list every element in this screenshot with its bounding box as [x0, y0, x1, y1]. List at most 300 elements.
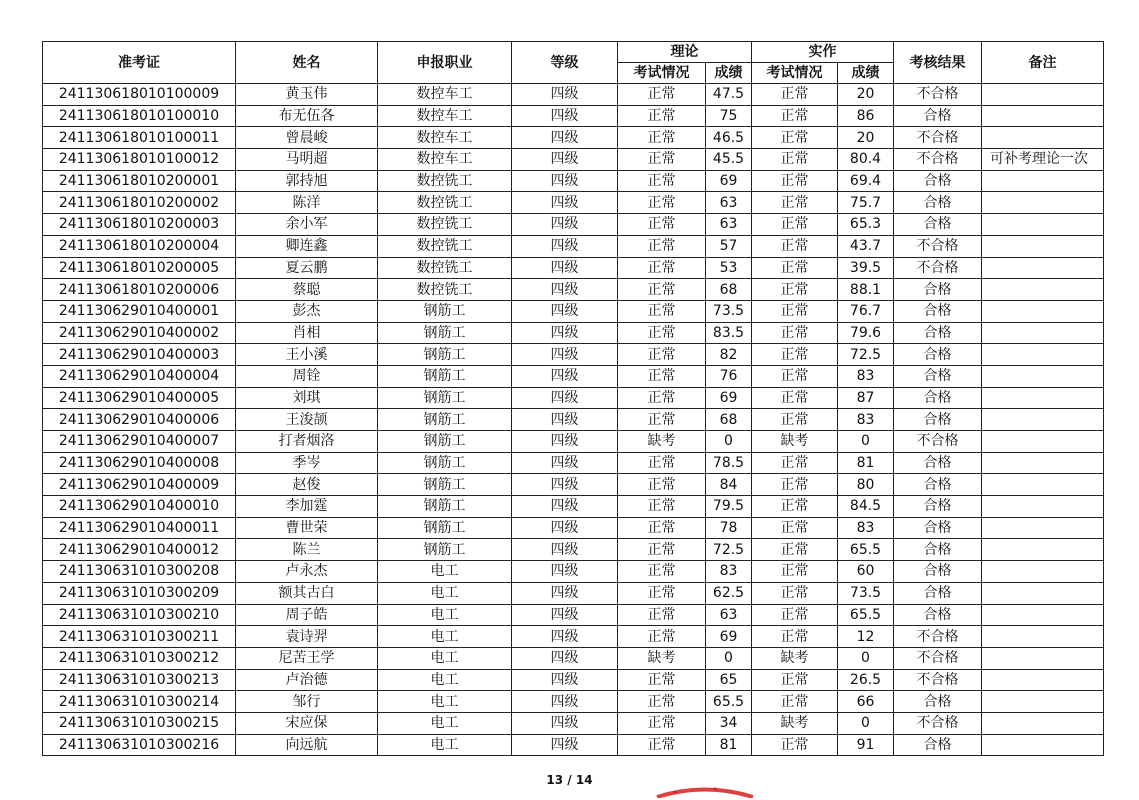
cell-job: 数控车工 [378, 84, 512, 106]
cell-level: 四级 [512, 279, 618, 301]
cell-theory-score: 83.5 [706, 322, 752, 344]
cell-id: 241130618010100010 [43, 105, 236, 127]
cell-id: 241130631010300208 [43, 561, 236, 583]
cell-remark [982, 626, 1104, 648]
cell-job: 电工 [378, 691, 512, 713]
cell-id: 241130631010300214 [43, 691, 236, 713]
cell-theory-score: 57 [706, 235, 752, 257]
cell-practice-score: 69.4 [838, 170, 894, 192]
table-row [43, 647, 1104, 669]
cell-level: 四级 [512, 582, 618, 604]
cell-theory-score: 0 [706, 431, 752, 453]
cell-job: 电工 [378, 561, 512, 583]
header-practice: 实作 [752, 42, 894, 63]
cell-practice-score: 91 [838, 734, 894, 756]
cell-name: 陈洋 [236, 192, 378, 214]
cell-job: 钢筋工 [378, 344, 512, 366]
cell-name: 马明超 [236, 149, 378, 171]
cell-practice-score: 60 [838, 561, 894, 583]
cell-result: 不合格 [894, 149, 982, 171]
cell-practice-status: 缺考 [752, 712, 838, 734]
cell-remark [982, 170, 1104, 192]
cell-name: 王浚颉 [236, 409, 378, 431]
results-table [42, 41, 1104, 756]
header-practice-score: 成绩 [838, 63, 894, 84]
cell-id: 241130618010200005 [43, 257, 236, 279]
cell-id: 241130618010200002 [43, 192, 236, 214]
cell-practice-score: 72.5 [838, 344, 894, 366]
cell-theory-status: 正常 [618, 539, 706, 561]
cell-practice-status: 正常 [752, 669, 838, 691]
cell-result: 合格 [894, 322, 982, 344]
cell-theory-score: 45.5 [706, 149, 752, 171]
cell-name: 郭持旭 [236, 170, 378, 192]
cell-practice-status: 正常 [752, 517, 838, 539]
cell-practice-status: 缺考 [752, 647, 838, 669]
cell-theory-status: 正常 [618, 409, 706, 431]
cell-result: 合格 [894, 691, 982, 713]
table-header [43, 42, 1104, 84]
cell-practice-status: 正常 [752, 84, 838, 106]
cell-practice-score: 87 [838, 387, 894, 409]
cell-practice-score: 80 [838, 474, 894, 496]
cell-remark [982, 322, 1104, 344]
cell-result: 合格 [894, 582, 982, 604]
cell-result: 合格 [894, 214, 982, 236]
cell-name: 邹行 [236, 691, 378, 713]
cell-theory-score: 47.5 [706, 84, 752, 106]
table-body [43, 84, 1104, 756]
cell-name: 曹世荣 [236, 517, 378, 539]
cell-name: 布无伍各 [236, 105, 378, 127]
cell-name: 卢永杰 [236, 561, 378, 583]
cell-theory-score: 78 [706, 517, 752, 539]
cell-level: 四级 [512, 626, 618, 648]
cell-remark [982, 105, 1104, 127]
cell-practice-score: 0 [838, 712, 894, 734]
cell-result: 合格 [894, 170, 982, 192]
cell-id: 241130631010300213 [43, 669, 236, 691]
cell-name: 额其古白 [236, 582, 378, 604]
cell-theory-score: 65 [706, 669, 752, 691]
table-row [43, 300, 1104, 322]
cell-level: 四级 [512, 431, 618, 453]
cell-id: 241130629010400010 [43, 496, 236, 518]
cell-theory-score: 69 [706, 170, 752, 192]
cell-theory-status: 正常 [618, 127, 706, 149]
cell-level: 四级 [512, 170, 618, 192]
cell-level: 四级 [512, 365, 618, 387]
cell-practice-score: 80.4 [838, 149, 894, 171]
cell-name: 周子皓 [236, 604, 378, 626]
cell-result: 不合格 [894, 712, 982, 734]
cell-level: 四级 [512, 84, 618, 106]
cell-job: 电工 [378, 712, 512, 734]
cell-result: 不合格 [894, 257, 982, 279]
cell-practice-status: 正常 [752, 365, 838, 387]
table-row [43, 604, 1104, 626]
cell-remark [982, 387, 1104, 409]
cell-job: 电工 [378, 626, 512, 648]
cell-theory-status: 正常 [618, 214, 706, 236]
cell-id: 241130618010200003 [43, 214, 236, 236]
cell-practice-score: 65.5 [838, 539, 894, 561]
cell-job: 钢筋工 [378, 517, 512, 539]
table-row [43, 105, 1104, 127]
cell-practice-score: 88.1 [838, 279, 894, 301]
cell-theory-status: 正常 [618, 365, 706, 387]
cell-job: 数控铣工 [378, 279, 512, 301]
cell-theory-score: 79.5 [706, 496, 752, 518]
cell-remark [982, 409, 1104, 431]
header-name: 姓名 [236, 42, 378, 84]
cell-id: 241130629010400005 [43, 387, 236, 409]
cell-job: 钢筋工 [378, 539, 512, 561]
cell-remark [982, 517, 1104, 539]
cell-theory-status: 正常 [618, 387, 706, 409]
cell-name: 刘琪 [236, 387, 378, 409]
cell-remark [982, 257, 1104, 279]
cell-result: 合格 [894, 452, 982, 474]
cell-name: 肖相 [236, 322, 378, 344]
cell-level: 四级 [512, 387, 618, 409]
cell-id: 241130631010300216 [43, 734, 236, 756]
cell-theory-status: 正常 [618, 149, 706, 171]
cell-practice-score: 73.5 [838, 582, 894, 604]
cell-practice-status: 正常 [752, 604, 838, 626]
cell-name: 彭杰 [236, 300, 378, 322]
cell-practice-status: 正常 [752, 149, 838, 171]
cell-remark [982, 474, 1104, 496]
cell-id: 241130629010400002 [43, 322, 236, 344]
cell-theory-status: 正常 [618, 279, 706, 301]
cell-job: 数控车工 [378, 127, 512, 149]
cell-job: 数控车工 [378, 105, 512, 127]
header-remark: 备注 [982, 42, 1104, 84]
cell-theory-status: 正常 [618, 669, 706, 691]
cell-result: 合格 [894, 561, 982, 583]
cell-practice-score: 81 [838, 452, 894, 474]
cell-remark [982, 84, 1104, 106]
cell-theory-score: 82 [706, 344, 752, 366]
cell-name: 季岑 [236, 452, 378, 474]
cell-theory-score: 76 [706, 365, 752, 387]
cell-result: 合格 [894, 300, 982, 322]
cell-practice-score: 79.6 [838, 322, 894, 344]
cell-theory-status: 正常 [618, 105, 706, 127]
cell-job: 钢筋工 [378, 452, 512, 474]
cell-remark [982, 235, 1104, 257]
cell-remark [982, 344, 1104, 366]
cell-theory-score: 63 [706, 604, 752, 626]
cell-theory-score: 46.5 [706, 127, 752, 149]
cell-theory-status: 正常 [618, 604, 706, 626]
cell-level: 四级 [512, 691, 618, 713]
cell-remark [982, 669, 1104, 691]
cell-remark [982, 734, 1104, 756]
cell-result: 合格 [894, 387, 982, 409]
cell-result: 不合格 [894, 84, 982, 106]
cell-theory-score: 75 [706, 105, 752, 127]
cell-level: 四级 [512, 517, 618, 539]
cell-practice-score: 75.7 [838, 192, 894, 214]
cell-job: 数控铣工 [378, 170, 512, 192]
cell-name: 卢治德 [236, 669, 378, 691]
table-row [43, 734, 1104, 756]
table-row [43, 127, 1104, 149]
cell-practice-score: 39.5 [838, 257, 894, 279]
cell-name: 袁诗羿 [236, 626, 378, 648]
cell-name: 尼苦王学 [236, 647, 378, 669]
cell-remark [982, 691, 1104, 713]
header-theory: 理论 [618, 42, 752, 63]
cell-theory-status: 正常 [618, 517, 706, 539]
cell-id: 241130629010400007 [43, 431, 236, 453]
cell-practice-status: 正常 [752, 582, 838, 604]
cell-remark [982, 431, 1104, 453]
cell-theory-score: 63 [706, 192, 752, 214]
cell-level: 四级 [512, 127, 618, 149]
cell-id: 241130631010300211 [43, 626, 236, 648]
cell-result: 合格 [894, 604, 982, 626]
cell-level: 四级 [512, 561, 618, 583]
cell-level: 四级 [512, 192, 618, 214]
cell-result: 不合格 [894, 626, 982, 648]
cell-job: 钢筋工 [378, 474, 512, 496]
cell-id: 241130629010400009 [43, 474, 236, 496]
cell-theory-status: 正常 [618, 691, 706, 713]
cell-id: 241130631010300210 [43, 604, 236, 626]
cell-remark: 可补考理论一次 [982, 149, 1104, 171]
cell-remark [982, 452, 1104, 474]
table-row [43, 365, 1104, 387]
cell-name: 向远航 [236, 734, 378, 756]
results-sheet [42, 41, 1104, 756]
cell-job: 钢筋工 [378, 365, 512, 387]
table-row [43, 235, 1104, 257]
cell-theory-status: 正常 [618, 322, 706, 344]
cell-remark [982, 582, 1104, 604]
cell-remark [982, 279, 1104, 301]
cell-result: 不合格 [894, 431, 982, 453]
cell-job: 数控铣工 [378, 214, 512, 236]
table-row [43, 409, 1104, 431]
cell-practice-status: 正常 [752, 409, 838, 431]
cell-name: 黄玉伟 [236, 84, 378, 106]
cell-id: 241130618010100011 [43, 127, 236, 149]
cell-theory-status: 正常 [618, 170, 706, 192]
cell-practice-status: 正常 [752, 170, 838, 192]
cell-level: 四级 [512, 647, 618, 669]
cell-remark [982, 496, 1104, 518]
table-row [43, 344, 1104, 366]
cell-remark [982, 604, 1104, 626]
cell-theory-status: 正常 [618, 235, 706, 257]
cell-practice-score: 76.7 [838, 300, 894, 322]
cell-job: 钢筋工 [378, 431, 512, 453]
cell-level: 四级 [512, 214, 618, 236]
cell-practice-status: 正常 [752, 235, 838, 257]
table-row [43, 84, 1104, 106]
cell-theory-score: 73.5 [706, 300, 752, 322]
cell-result: 不合格 [894, 127, 982, 149]
cell-theory-status: 正常 [618, 712, 706, 734]
cell-id: 241130629010400008 [43, 452, 236, 474]
cell-result: 合格 [894, 192, 982, 214]
cell-name: 夏云鹏 [236, 257, 378, 279]
cell-id: 241130629010400011 [43, 517, 236, 539]
cell-level: 四级 [512, 496, 618, 518]
cell-theory-status: 缺考 [618, 647, 706, 669]
cell-theory-status: 正常 [618, 474, 706, 496]
cell-job: 数控铣工 [378, 235, 512, 257]
cell-practice-score: 43.7 [838, 235, 894, 257]
cell-remark [982, 365, 1104, 387]
cell-practice-status: 正常 [752, 496, 838, 518]
cell-theory-score: 83 [706, 561, 752, 583]
table-row [43, 387, 1104, 409]
cell-result: 合格 [894, 409, 982, 431]
cell-result: 合格 [894, 734, 982, 756]
cell-name: 陈兰 [236, 539, 378, 561]
cell-practice-status: 正常 [752, 214, 838, 236]
cell-result: 合格 [894, 517, 982, 539]
table-row [43, 561, 1104, 583]
cell-level: 四级 [512, 149, 618, 171]
cell-theory-score: 63 [706, 214, 752, 236]
cell-theory-score: 53 [706, 257, 752, 279]
cell-level: 四级 [512, 734, 618, 756]
cell-practice-score: 0 [838, 647, 894, 669]
cell-name: 李加霆 [236, 496, 378, 518]
cell-theory-score: 62.5 [706, 582, 752, 604]
table-row [43, 517, 1104, 539]
cell-job: 电工 [378, 734, 512, 756]
cell-practice-status: 正常 [752, 279, 838, 301]
cell-result: 不合格 [894, 669, 982, 691]
cell-result: 合格 [894, 365, 982, 387]
cell-job: 钢筋工 [378, 409, 512, 431]
cell-practice-score: 83 [838, 517, 894, 539]
cell-level: 四级 [512, 344, 618, 366]
cell-level: 四级 [512, 539, 618, 561]
cell-level: 四级 [512, 474, 618, 496]
cell-job: 钢筋工 [378, 387, 512, 409]
cell-job: 电工 [378, 669, 512, 691]
header-result: 考核结果 [894, 42, 982, 84]
cell-name: 余小军 [236, 214, 378, 236]
cell-practice-status: 正常 [752, 734, 838, 756]
cell-theory-status: 正常 [618, 192, 706, 214]
cell-level: 四级 [512, 669, 618, 691]
cell-theory-status: 正常 [618, 496, 706, 518]
cell-theory-status: 正常 [618, 344, 706, 366]
cell-level: 四级 [512, 712, 618, 734]
cell-name: 赵俊 [236, 474, 378, 496]
cell-practice-score: 86 [838, 105, 894, 127]
cell-id: 241130618010200006 [43, 279, 236, 301]
cell-remark [982, 214, 1104, 236]
table-row [43, 431, 1104, 453]
cell-level: 四级 [512, 409, 618, 431]
cell-theory-score: 69 [706, 626, 752, 648]
cell-id: 241130629010400003 [43, 344, 236, 366]
table-row [43, 170, 1104, 192]
cell-practice-status: 正常 [752, 300, 838, 322]
header-theory-status: 考试情况 [618, 63, 706, 84]
cell-id: 241130631010300212 [43, 647, 236, 669]
cell-theory-score: 34 [706, 712, 752, 734]
cell-practice-score: 20 [838, 127, 894, 149]
table-row [43, 322, 1104, 344]
cell-practice-score: 12 [838, 626, 894, 648]
cell-result: 不合格 [894, 235, 982, 257]
table-row [43, 691, 1104, 713]
cell-theory-score: 69 [706, 387, 752, 409]
header-id: 准考证 [43, 42, 236, 84]
cell-name: 卿连鑫 [236, 235, 378, 257]
cell-practice-status: 正常 [752, 322, 838, 344]
table-row [43, 496, 1104, 518]
cell-practice-status: 缺考 [752, 431, 838, 453]
cell-theory-score: 68 [706, 409, 752, 431]
cell-practice-score: 26.5 [838, 669, 894, 691]
cell-id: 241130618010200001 [43, 170, 236, 192]
cell-theory-status: 正常 [618, 452, 706, 474]
table-row [43, 192, 1104, 214]
cell-name: 蔡聪 [236, 279, 378, 301]
cell-remark [982, 712, 1104, 734]
cell-id: 241130618010100009 [43, 84, 236, 106]
cell-job: 钢筋工 [378, 300, 512, 322]
cell-name: 宋应保 [236, 712, 378, 734]
cell-name: 打者烟洛 [236, 431, 378, 453]
cell-level: 四级 [512, 322, 618, 344]
cell-result: 合格 [894, 105, 982, 127]
cell-id: 241130629010400006 [43, 409, 236, 431]
cell-name: 曾晨峻 [236, 127, 378, 149]
cell-level: 四级 [512, 604, 618, 626]
cell-result: 合格 [894, 496, 982, 518]
cell-level: 四级 [512, 300, 618, 322]
cell-theory-score: 0 [706, 647, 752, 669]
cell-job: 电工 [378, 604, 512, 626]
cell-theory-status: 缺考 [618, 431, 706, 453]
cell-practice-status: 正常 [752, 105, 838, 127]
cell-practice-score: 83 [838, 365, 894, 387]
cell-theory-status: 正常 [618, 257, 706, 279]
cell-practice-status: 正常 [752, 257, 838, 279]
cell-practice-status: 正常 [752, 539, 838, 561]
cell-remark [982, 300, 1104, 322]
cell-id: 241130631010300215 [43, 712, 236, 734]
table-row [43, 626, 1104, 648]
cell-theory-score: 78.5 [706, 452, 752, 474]
cell-practice-status: 正常 [752, 344, 838, 366]
cell-practice-status: 正常 [752, 192, 838, 214]
cell-theory-score: 72.5 [706, 539, 752, 561]
cell-remark [982, 647, 1104, 669]
cell-job: 电工 [378, 582, 512, 604]
cell-practice-score: 0 [838, 431, 894, 453]
cell-level: 四级 [512, 452, 618, 474]
header-theory-score: 成绩 [706, 63, 752, 84]
cell-theory-status: 正常 [618, 582, 706, 604]
red-stamp-edge [655, 784, 755, 798]
cell-remark [982, 561, 1104, 583]
cell-job: 钢筋工 [378, 322, 512, 344]
header-level: 等级 [512, 42, 618, 84]
